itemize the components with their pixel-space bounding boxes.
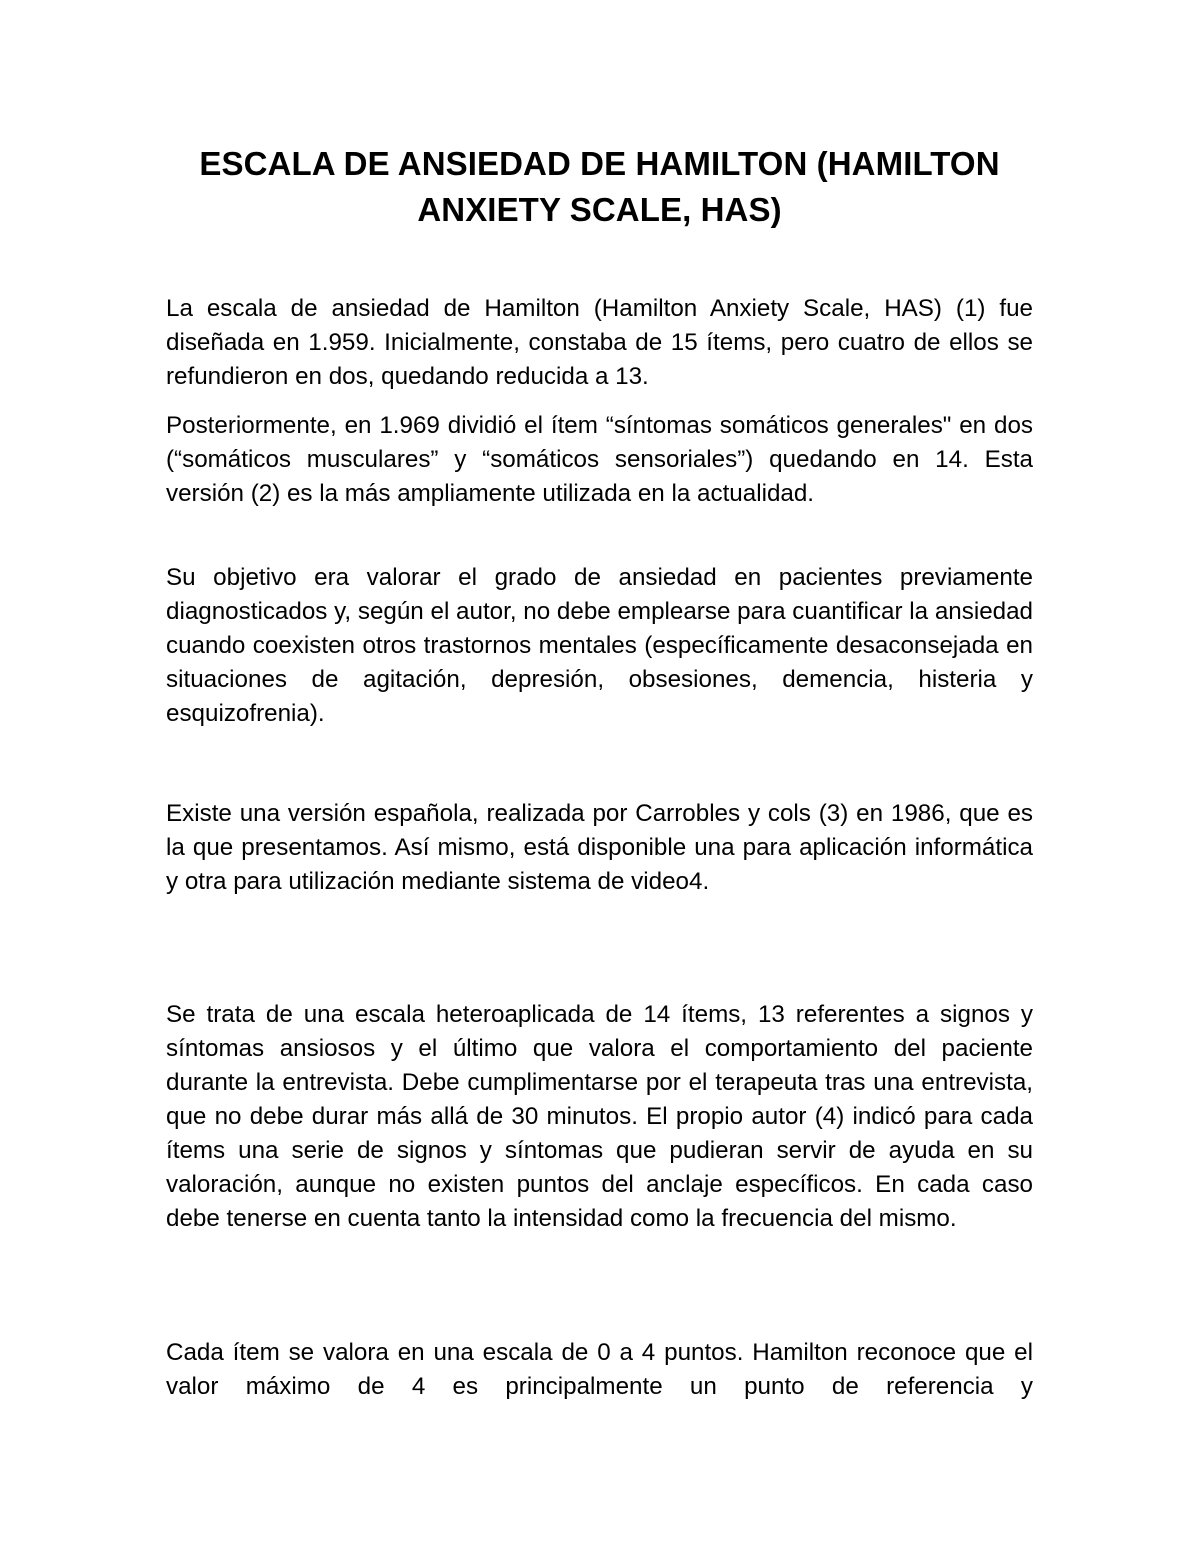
paragraph-description: Se trata de una escala heteroaplicada de 14 ítems, 13 referentes a signos y síntomas ansiosos y el último que valora el comportamiento del paciente durante la entrevista. Debe cumplimentarse por el terapeuta tras una entrevista, que no debe durar más allá de 30 minutos. El propio autor (4) indicó para cada ítems una serie de signos y síntomas que pudieran servir de ayuda en su valoración, aunque no existen puntos del anclaje específicos. En cada caso debe tenerse en cuenta tanto la intensidad como la frecuencia del mismo.: [166, 1001, 1033, 1232]
document-title: ESCALA DE ANSIEDAD DE HAMILTON (HAMILTON ANXIETY SCALE, HAS): [199, 145, 1000, 228]
paragraph-scoring: Cada ítem se valora en una escala de 0 a 4 puntos. Hamilton reconoce que el valor máximo de 4 es principalmente un punto de referencia y: [166, 1339, 1033, 1400]
paragraph-revision: Posteriormente, en 1.969 dividió el ítem “síntomas somáticos generales" en dos (“somáticos musculares” y “somáticos sensoriales”) quedando en 14. Esta versión (2) es la más ampliamente utilizada en la actualidad.: [166, 412, 1033, 507]
paragraph-spanish-version: Existe una versión española, realizada por Carrobles y cols (3) en 1986, que es la que presentamos. Así mismo, está disponible una para aplicación informática y otra para utilización mediante sistema de video4.: [166, 800, 1033, 895]
paragraph-objective: Su objetivo era valorar el grado de ansiedad en pacientes previamente diagnosticados y, según el autor, no debe emplearse para cuantificar la ansiedad cuando coexisten otros trastornos mentales (específicamente desaconsejada en situaciones de agitación, depresión, obsesiones, demencia, histeria y esquizofrenia).: [166, 564, 1033, 727]
paragraph-history: La escala de ansiedad de Hamilton (Hamilton Anxiety Scale, HAS) (1) fue diseñada en 1.959. Inicialmente, constaba de 15 ítems, pero cuatro de ellos se refundieron en dos, quedando reducida a 13.: [166, 295, 1033, 390]
